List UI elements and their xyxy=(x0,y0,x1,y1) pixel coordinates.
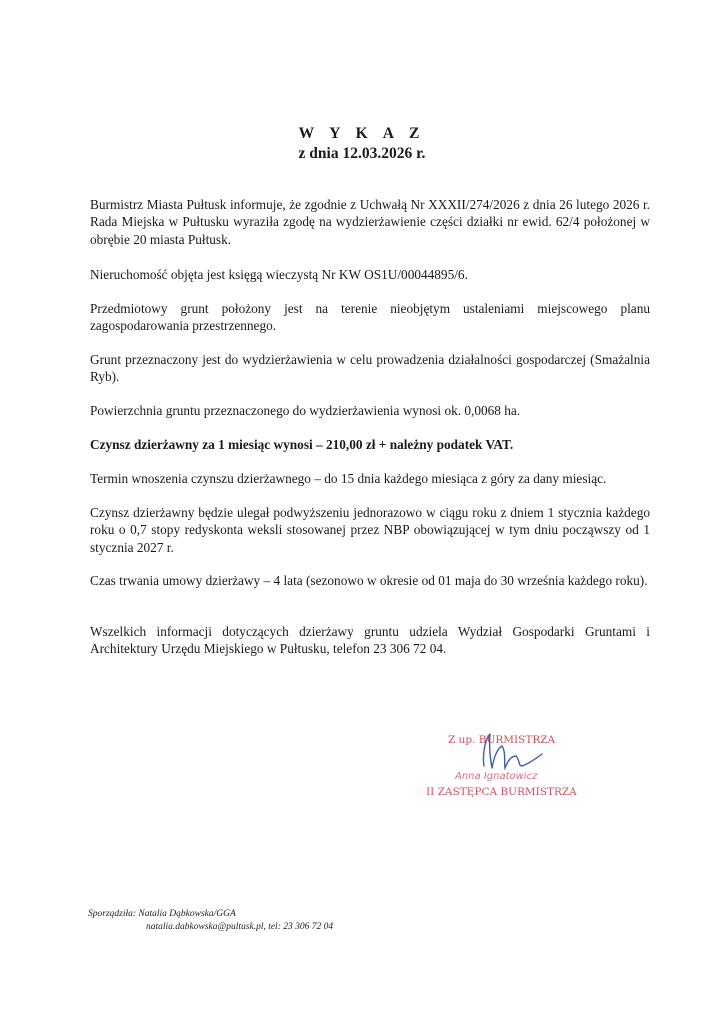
stamp-name: Anna Ignatowicz xyxy=(455,771,538,782)
signature-icon xyxy=(410,730,610,810)
paragraph-rent: Czynsz dzierżawny za 1 miesiąc wynosi – 210,00 zł + należny podatek VAT. xyxy=(90,437,514,452)
paragraph-purpose: Grunt przeznaczony jest do wydzierżawienia w celu prowadzenia działalności gospodarczej (Smażalnia Ryb). xyxy=(90,352,650,385)
paragraph-contact-info: Wszelkich informacji dotyczących dzierżawy gruntu udziela Wydział Gospodarki Gruntami i Architektury Urzędu Miejskiego w Pułtusku, telefon 23 306 72 04. xyxy=(90,624,650,657)
paragraph-payment-term: Termin wnoszenia czynszu dzierżawnego – do 15 dnia każdego miesiąca z góry za dany miesiąc. xyxy=(90,471,607,486)
document-date: z dnia 12.03.2026 r. xyxy=(298,145,426,162)
document-title: W Y K A Z xyxy=(298,125,426,142)
paragraph-announcement: Burmistrz Miasta Pułtusk informuje, że zgodnie z Uchwałą Nr XXXII/274/2026 z dnia 26 lutego 2026 r. Rada Miejska w Pułtusku wyraziła zgodę na wydzierżawienie części działki nr ewid. 62/4 położonej w obrębie 20 miasta Pułtusk. xyxy=(90,197,650,247)
official-stamp xyxy=(410,730,610,810)
prepared-by: Sporządziła: Natalia Dąbkowska/GGA xyxy=(88,909,236,919)
contact-details: natalia.dabkowska@pultusk.pl, tel: 23 306 72 04 xyxy=(146,922,334,932)
paragraph-zoning-plan: Przedmiotowy grunt położony jest na terenie nieobjętym ustaleniami miejscowego planu zagospodarowania przestrzennego. xyxy=(90,301,650,334)
document-footer xyxy=(88,908,333,934)
stamp-position: II ZASTĘPCA BURMISTRZA xyxy=(426,786,577,798)
paragraph-area: Powierzchnia gruntu przeznaczonego do wydzierżawienia wynosi ok. 0,0068 ha. xyxy=(90,403,521,418)
paragraph-rent-increase: Czynsz dzierżawny będzie ulegał podwyższeniu jednorazowo w ciągu roku z dniem 1 stycznia każdego roku o 0,7 stopy redyskonta weksli stosowanej przez NBP obowiązującej w tym dniu począwszy od 1 stycznia 2027 r. xyxy=(90,505,650,555)
paragraph-duration: Czas trwania umowy dzierżawy – 4 lata (sezonowo w okresie od 01 maja do 30 września każdego roku). xyxy=(90,573,648,588)
paragraph-land-register: Nieruchomość objęta jest księgą wieczystą Nr KW OS1U/00044895/6. xyxy=(90,267,468,282)
stamp-authorization: Z up. BURMISTRZA xyxy=(448,734,556,746)
